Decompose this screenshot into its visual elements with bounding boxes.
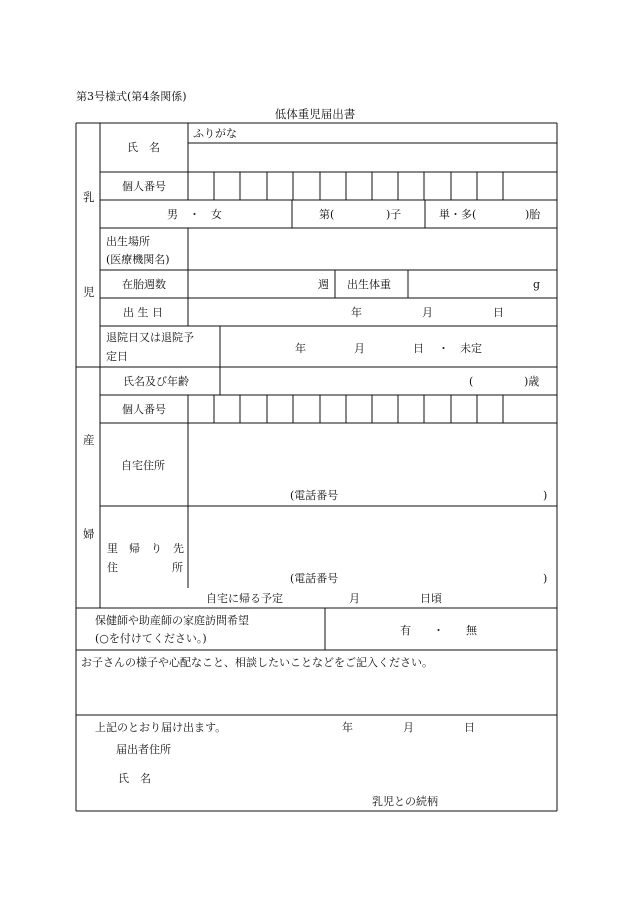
home-phone-open: (電話番号 [290, 489, 339, 502]
week-unit: 週 [318, 278, 329, 291]
back-home-month: 月 [349, 592, 360, 605]
mother-name-age-label: 氏名及び年齢 [123, 375, 189, 388]
dob-day: 日 [493, 306, 504, 319]
infant-mynumber-label: 個人番号 [122, 180, 166, 193]
dob-year: 年 [351, 306, 362, 319]
age-unit: )歳 [524, 375, 540, 388]
mother-mynumber-label: 個人番号 [122, 403, 166, 416]
age-paren-open: ( [469, 375, 474, 388]
infant-name-field[interactable] [193, 143, 555, 171]
return-address-field[interactable] [188, 506, 557, 588]
return-address-label-a: 住 [107, 561, 118, 574]
home-visit-instruction: (○を付けてください。) [95, 632, 207, 645]
birthplace-field[interactable] [188, 228, 557, 270]
home-visit-options[interactable]: 有 ・ 無 [400, 624, 477, 637]
declaration-text: 上記のとおり届け出ます。 [95, 721, 227, 734]
infant-section-char-1: 乳 [83, 190, 95, 204]
gestation-label: 在胎週数 [122, 278, 166, 291]
back-home-label: 自宅に帰る予定 [206, 592, 283, 605]
discharge-undecided[interactable]: ・ 未定 [438, 342, 482, 355]
dob-label: 出 生 日 [123, 306, 163, 319]
dob-month: 月 [422, 306, 433, 319]
return-phone-open: (電話番号 [290, 572, 339, 585]
declaration-day: 日 [464, 721, 475, 734]
form-title: 低体重児届出書 [274, 107, 356, 121]
single-multi-options[interactable]: 単・多( [439, 208, 477, 221]
declarant-name-label: 氏 名 [118, 772, 151, 785]
infant-name-label: 氏 名 [127, 141, 160, 154]
back-home-day: 日頃 [420, 592, 442, 605]
discharge-day: 日 [413, 342, 424, 355]
return-address-label-b: 所 [172, 561, 183, 574]
infant-mynumber-field[interactable] [188, 172, 557, 200]
discharge-label-cont: 定日 [106, 350, 128, 363]
return-phone-close: ) [543, 572, 548, 585]
birth-order-open: 第( [319, 208, 335, 221]
infant-furigana-label: ふりがな [193, 127, 237, 140]
gram-unit: g [533, 278, 541, 291]
home-visit-label: 保健師や助産師の家庭訪問希望 [95, 614, 249, 627]
consultation-label: お子さんの様子や心配なこと、相談したいことなどをご記入ください。 [81, 656, 433, 669]
birthplace-sublabel: (医療機関名) [106, 253, 170, 266]
mother-mynumber-field[interactable] [188, 395, 557, 423]
birth-weight-label: 出生体重 [347, 278, 391, 291]
discharge-year: 年 [295, 342, 306, 355]
infant-sex-options[interactable]: 男 ・ 女 [167, 208, 222, 221]
home-address-field[interactable] [188, 423, 557, 506]
birthplace-label: 出生場所 [106, 235, 150, 248]
relationship-label: 乳児との続柄 [372, 795, 438, 808]
consultation-field[interactable] [77, 672, 556, 714]
infant-section-char-2: 児 [83, 285, 95, 299]
discharge-month: 月 [354, 342, 365, 355]
birth-order-close: )子 [386, 208, 402, 221]
return-address-label: 里 帰 り 先 [107, 542, 184, 555]
mother-section-char-2: 婦 [83, 527, 95, 541]
form-number: 第3号様式(第4条関係) [76, 90, 187, 103]
mother-section-char-1: 産 [83, 433, 95, 447]
multi-close: )胎 [525, 208, 541, 221]
declarant-address-label: 届出者住所 [116, 743, 171, 756]
discharge-label: 退院日又は退院予 [106, 331, 194, 344]
declaration-month: 月 [403, 721, 414, 734]
home-address-label: 自宅住所 [121, 459, 165, 472]
declaration-year: 年 [342, 721, 353, 734]
home-phone-close: ) [543, 489, 548, 502]
